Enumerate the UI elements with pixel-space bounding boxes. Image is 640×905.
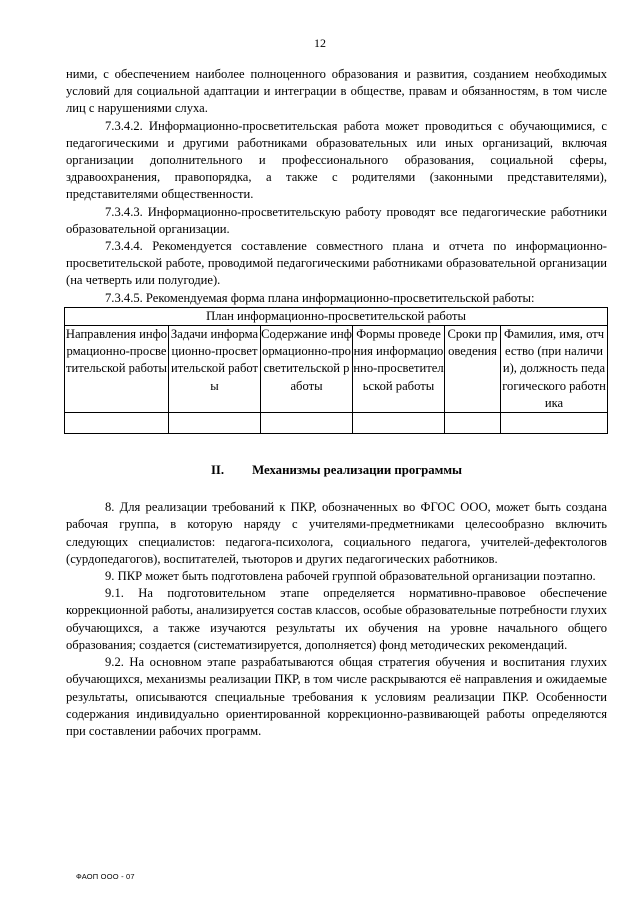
paragraph-7-3-4-4: 7.3.4.4. Рекомендуется составление совместного плана и отчета по информационно-просветительской работе, проводимой педагогическими работниками образовательной организации (на четверть или полугодие). (66, 239, 607, 288)
paragraph-9: 9. ПКР может быть подготовлена рабочей группой образовательной организации поэтапно. (105, 569, 596, 584)
table-row (65, 413, 608, 434)
table-cell (501, 413, 608, 434)
paragraph-8: 8. Для реализации требований к ПКР, обозначенных во ФГОС ООО, может быть создана рабочая группа, в которую наряду с учителями-предметниками целесообразно включить следующих специалистов: педагога-психолога, социального педагога, учителей-дефектологов (сурдопедагогов), воспитателей, тьюторов и других педагогических работников. (66, 500, 607, 566)
table-cell (169, 413, 261, 434)
paragraph-9-1: 9.1. На подготовительном этапе определяется нормативно-правовое обеспечение коррекционной работы, анализируется состав классов, особые образовательные потребности глухих обучающихся, а также изучаются результаты их обучения на уровне начального общего образования; создается (систематизируется, дополняется) фонд методических рекомендаций. (66, 586, 607, 652)
plan-table (64, 307, 608, 434)
paragraph-continuation: ними, с обеспечением наиболее полноценного образования и развития, созданием необходимых условий для социальной адаптации и интеграции в обществе, правам и обязанностям, в том числе лиц с нарушениями слуха. (66, 67, 607, 116)
table-cell (65, 413, 169, 434)
document-body (66, 66, 607, 740)
table-header-cell: Задачи информационно-просветительской работы (169, 326, 261, 413)
table-title: План информационно-просветительской работы (65, 307, 608, 325)
paragraph-7-3-4-2: 7.3.4.2. Информационно-просветительская работа может проводиться с обучающимися, с педагогическими и другими работниками образовательных или иных организаций, включая организации дополнительного и профессионального образования, социальной сферы, здравоохранения, правопорядка, а также с родителями (законными представителями), представителями общественности. (66, 118, 607, 202)
table-header-row (65, 326, 608, 413)
table-header-cell: Формы проведения информационно-просветительской работы (353, 326, 445, 413)
table-header-cell: Фамилия, имя, отчество (при наличии), должность педагогического работника (501, 326, 608, 413)
paragraph-9-2: 9.2. На основном этапе разрабатываются общая стратегия обучения и воспитания глухих обучающихся, механизмы реализации ПКР, в том числе раскрываются её направления и ожидаемые результаты, описываются специальные требования к условиям реализации ПКР. Особенности содержания индивидуально ориентированной коррекционно-развивающей работы определяются при составлении рабочих программ. (66, 655, 607, 738)
table-cell (353, 413, 445, 434)
paragraph-7-3-4-5: 7.3.4.5. Рекомендуемая форма плана информационно-просветительской работы: (105, 290, 535, 305)
section-number: II. (210, 463, 225, 478)
paragraph-7-3-4-3: 7.3.4.3. Информационно-просветительскую работу проводят все педагогические работники образовательной организации. (66, 204, 607, 236)
table-cell (261, 413, 353, 434)
footer-code: ФАОП ООО - 07 (76, 872, 135, 881)
table-cell (445, 413, 501, 434)
section-heading (66, 462, 607, 479)
page-number: 12 (314, 36, 326, 50)
table-header-cell: Направления информационно-просветительской работы (65, 326, 169, 413)
table-header-cell: Сроки проведения (445, 326, 501, 413)
section-title: Механизмы реализации программы (252, 463, 463, 478)
table-header-cell: Содержание информационно-просветительской работы (261, 326, 353, 413)
